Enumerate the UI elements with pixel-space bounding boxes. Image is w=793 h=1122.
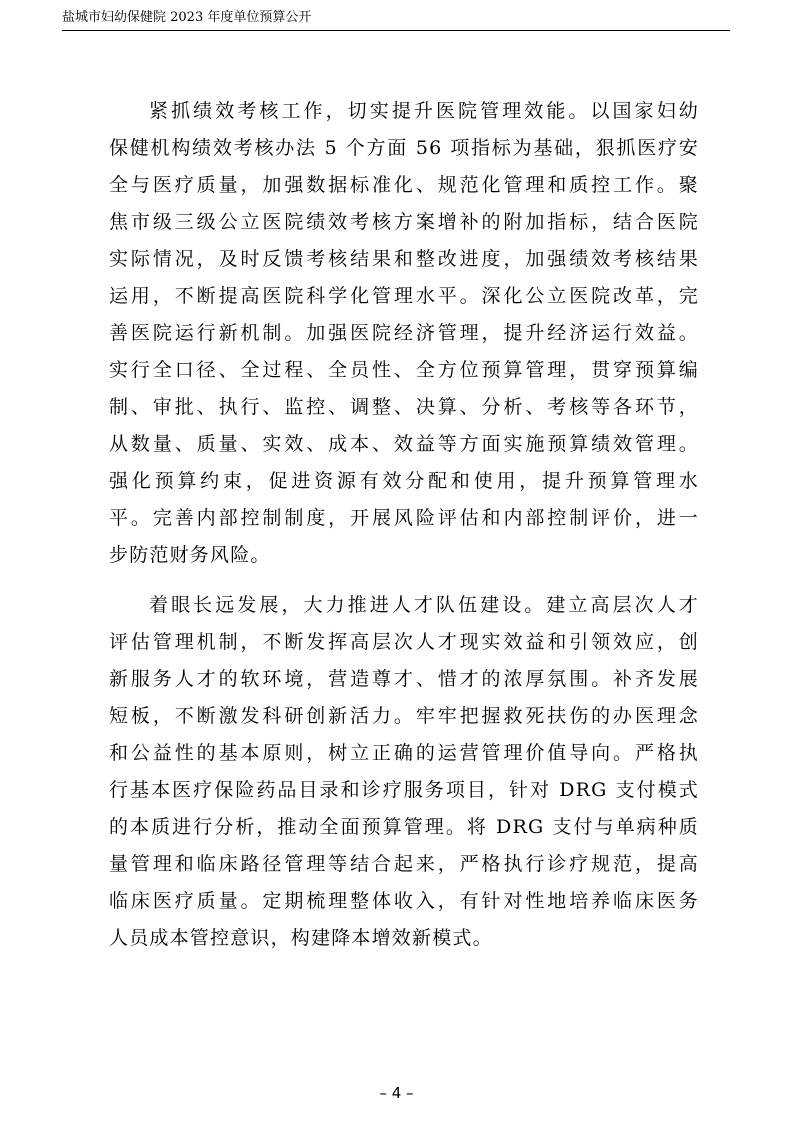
document-body bbox=[109, 93, 699, 970]
text-line: 强化预算约束，促进资源有效分配和使用，提升预算管理水 bbox=[109, 470, 699, 492]
text-line: 平。完善内部控制制度，开展风险评估和内部控制评价，进一 bbox=[109, 507, 699, 529]
text-line: 行基本医疗保险药品目录和诊疗服务项目，针对 DRG 支付模式 bbox=[109, 779, 699, 801]
text-line: 着眼长远发展，大力推进人才队伍建设。建立高层次人才 bbox=[149, 594, 699, 616]
paragraph-performance-management bbox=[109, 93, 699, 574]
text-line: 和公益性的基本原则，树立正确的运营管理价值导向。严格执 bbox=[109, 742, 699, 764]
text-line: 新服务人才的软环境，营造尊才、惜才的浓厚氛围。补齐发展 bbox=[109, 668, 699, 690]
text-line: 运用，不断提高医院科学化管理水平。深化公立医院改革，完 bbox=[109, 285, 699, 307]
text-line: 保健机构绩效考核办法 5 个方面 56 项指标为基础，狠抓医疗安 bbox=[109, 137, 699, 159]
text-line: 从数量、质量、实效、成本、效益等方面实施预算绩效管理。 bbox=[109, 433, 699, 455]
text-line: 的本质进行分析，推动全面预算管理。将 DRG 支付与单病种质 bbox=[109, 816, 699, 838]
page-number: – 4 – bbox=[379, 1084, 414, 1102]
paragraph-talent-development bbox=[109, 587, 699, 957]
text-line: 制、审批、执行、监控、调整、决算、分析、考核等各环节， bbox=[109, 396, 699, 418]
text-line: 实行全口径、全过程、全员性、全方位预算管理，贯穿预算编 bbox=[109, 359, 699, 381]
text-line: 人员成本管控意识，构建降本增效新模式。 bbox=[109, 927, 493, 949]
text-line: 量管理和临床路径管理等结合起来，严格执行诊疗规范，提高 bbox=[109, 853, 699, 875]
page-header-title: 盐城市妇幼保健院 2023 年度单位预算公开 bbox=[62, 10, 312, 25]
text-line: 评估管理机制，不断发挥高层次人才现实效益和引领效应，创 bbox=[109, 631, 699, 653]
text-line: 焦市级三级公立医院绩效考核方案增补的附加指标，结合医院 bbox=[109, 211, 699, 233]
text-line: 步防范财务风险。 bbox=[109, 544, 271, 566]
text-line: 全与医疗质量，加强数据标准化、规范化管理和质控工作。聚 bbox=[109, 174, 699, 196]
text-line: 临床医疗质量。定期梳理整体收入，有针对性地培养临床医务 bbox=[109, 890, 699, 912]
text-line: 短板，不断激发科研创新活力。牢牢把握救死扶伤的办医理念 bbox=[109, 705, 699, 727]
page-header bbox=[62, 8, 730, 31]
text-line: 紧抓绩效考核工作，切实提升医院管理效能。以国家妇幼 bbox=[149, 100, 699, 122]
text-line: 实际情况，及时反馈考核结果和整改进度，加强绩效考核结果 bbox=[109, 248, 699, 270]
text-line: 善医院运行新机制。加强医院经济管理，提升经济运行效益。 bbox=[109, 322, 699, 344]
